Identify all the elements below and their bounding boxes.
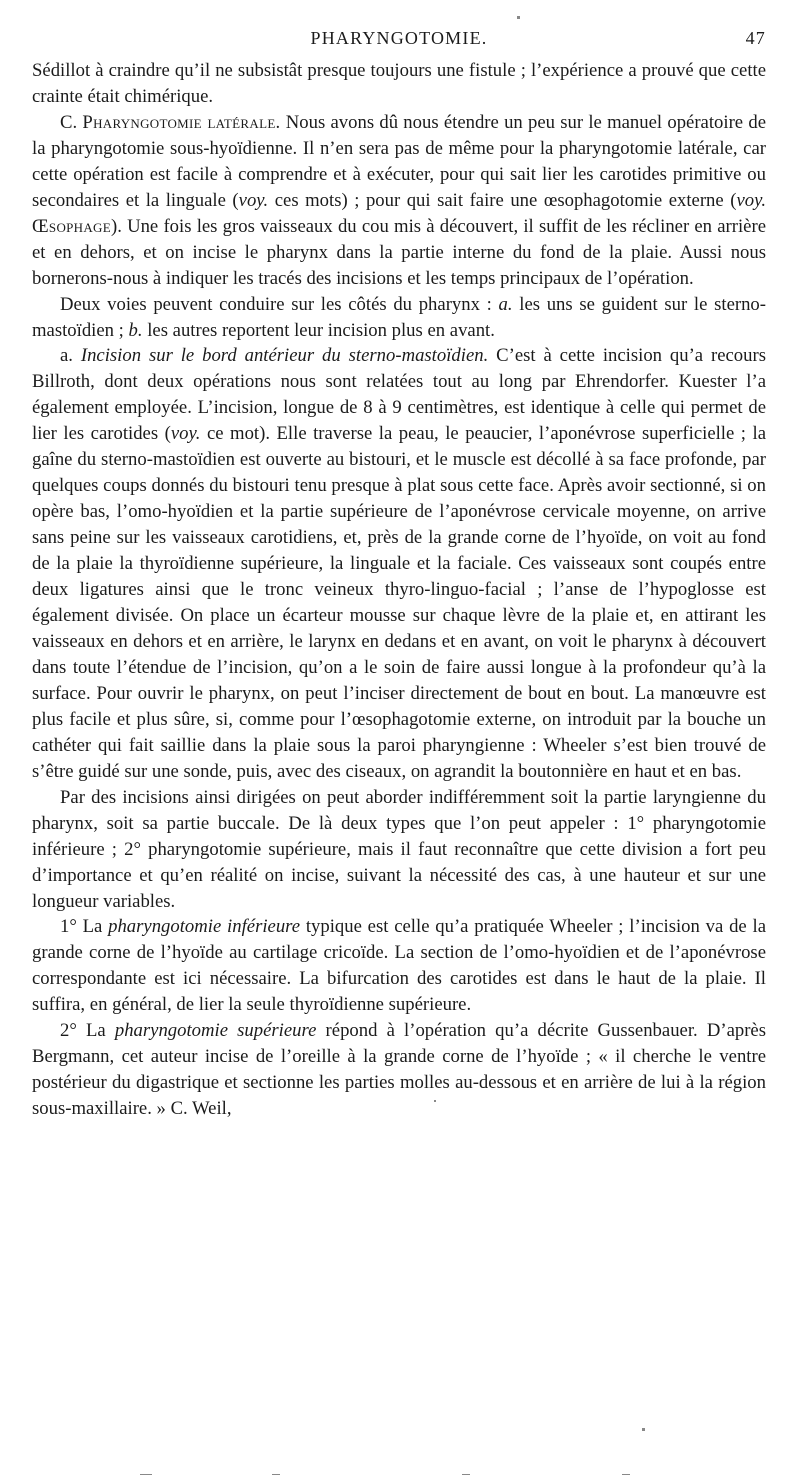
italic-run: Incision sur le bord antérieur du sterno-mastoïdien. [80, 345, 489, 367]
paragraph [32, 1018, 766, 1122]
text-run: ce mot). Elle traverse la peau, le peaucier, l’aponévrose superficielle ; la gaîne du sterno-mastoïdien est ouverte au bistouri, et le muscle est décollé à sa face profonde, par quelques coups donnés du bistouri tenu presque à plat sous cette face. Après avoir sectionné, si on opère bas, l’omo-hyoïdien et la partie supérieure de l’aponévrose cervicale moyenne, on arrive sans peine sur les vaisseaux carotidiens, et, près de la grande corne de l’hyoïde, on voit au fond de la plaie la thyroïdienne supérieure, la linguale et la faciale. Ces vaisseaux sont coupés entre deux ligatures ainsi que le tronc veineux thyro-linguo-facial ; l’anse de l’hypoglosse est également divisée. On place un écarteur mousse sur chaque lèvre de la plaie et, en attirant les vaisseaux en dehors et en arrière, le larynx en dedans et en avant, on voit le pharynx à découvert dans toute l’étendue de l’incision, qu’on a le soin de faire aussi longue à la profondeur qu’à la surface. Pour ouvrir le pharynx, on peut l’inciser directement de bout en bout. La manœuvre est plus facile et plus sûre, si, comme pour l’œsophagotomie externe, on introduit par la bouche un cathéter qui fait saillie dans la plaie sous la paroi pharyngienne : Wheeler s’est bien trouvé de s’être guidé sur une sonde, puis, avec des ciseaux, on agrandit la boutonnière en haut et en bas. [32, 423, 766, 782]
italic-run: b. [128, 319, 143, 341]
text-run: Nous avons dû nous étendre un peu sur le manuel opératoire de la pharyngotomie sous-hyoïdienne. Il n’en sera pas de même pour la pharyngotomie latérale, car cette opération est facile à comprendre et à exécuter, pour qui sait lier les carotides primitive ou secondaires et la linguale ( [32, 111, 766, 211]
text-run: les autres reportent leur incision plus en avant. [142, 319, 495, 341]
paragraph [32, 292, 766, 344]
scan-speck [462, 1474, 470, 1475]
italic-run: voy. [736, 189, 767, 211]
text-run: C. [60, 111, 83, 133]
text-run: ). Une fois les gros vaisseaux du cou mis à découvert, il suffit de les récliner en arrière et en dehors, et on incise le pharynx dans la partie interne du fond de la plaie. Aussi nous bornerons-nous à indiquer les tracés des incisions et les temps principaux de l’opération. [32, 215, 766, 289]
italic-run: voy. [238, 189, 269, 211]
running-head [32, 28, 766, 58]
scan-speck [642, 1428, 645, 1431]
italic-run: voy. [170, 423, 201, 445]
scan-speck [272, 1474, 280, 1475]
italic-run: pharyngotomie supérieure [114, 1020, 317, 1042]
body-text [32, 58, 766, 1122]
text-run: ces mots) ; pour qui sait faire une œsophagotomie externe ( [268, 189, 737, 211]
text-run: Sédillot à craindre qu’il ne subsistât presque toujours une fistule ; l’expérience a prouvé que cette crainte était chimérique. [32, 60, 766, 107]
scan-speck [434, 1100, 436, 1102]
scan-speck [622, 1474, 630, 1475]
text-run: C’est à cette incision qu’a recours Billroth, dont deux opérations nous sont relatées tout au long par Ehrendorfer. Kuester l’a également employée. L’incision, longue de 8 à 9 centimètres, est identique à celle qui permet de lier les carotides ( [32, 345, 766, 445]
text-run: Par des incisions ainsi dirigées on peut aborder indifféremment soit la partie laryngienne du pharynx, soit sa partie buccale. De là deux types que l’on peut appeler : 1° pharyngotomie inférieure ; 2° pharyngotomie supérieure, mais il faut reconnaître que cette division a fort peu d’importance et qu’en réalité on incise, suivant la nécessité des cas, à une hauteur et sur une longueur variables. [32, 786, 766, 912]
text-run: les uns se guident sur le sterno-mastoïdien ; [32, 293, 766, 341]
small-caps-run: Œsophage [32, 215, 111, 237]
running-title: PHARYNGOTOMIE. [310, 28, 488, 48]
italic-run: a. [498, 293, 513, 315]
paragraph [32, 110, 766, 292]
text-run: 1° La [60, 916, 109, 938]
page-number: 47 [745, 28, 766, 48]
text-run: 2° La [60, 1020, 115, 1042]
book-page [32, 28, 766, 1122]
text-run: a. [60, 345, 81, 367]
paragraph [32, 914, 766, 1018]
small-caps-run: Pharyngotomie latérale. [82, 111, 281, 133]
scan-speck [517, 16, 520, 19]
scan-speck [140, 1474, 152, 1475]
text-run: typique est celle qu’a pratiquée Wheeler ; l’incision va de la grande corne de l’hyoïde au cartilage cricoïde. La section de l’omo-hyoïdien et de l’aponévrose correspondante est ici nécessaire. La bifurcation des carotides est dans le haut de la plaie. Il suffira, en général, de lier la seule thyroïdienne supérieure. [32, 916, 766, 1016]
italic-run: pharyngotomie inférieure [108, 916, 301, 938]
text-run: répond à l’opération qu’a décrite Gussenbauer. D’après Bergmann, cet auteur incise de l’oreille à la grande corne de l’hyoïde ; « il cherche le ventre postérieur du digastrique et sectionne les parties molles au-dessous et en arrière de lui à la région sous-maxillaire. » C. Weil, [32, 1020, 766, 1120]
paragraph [32, 343, 766, 784]
paragraph [32, 785, 766, 915]
paragraph [32, 58, 766, 110]
text-run: Deux voies peuvent conduire sur les côtés du pharynx : [60, 293, 499, 315]
